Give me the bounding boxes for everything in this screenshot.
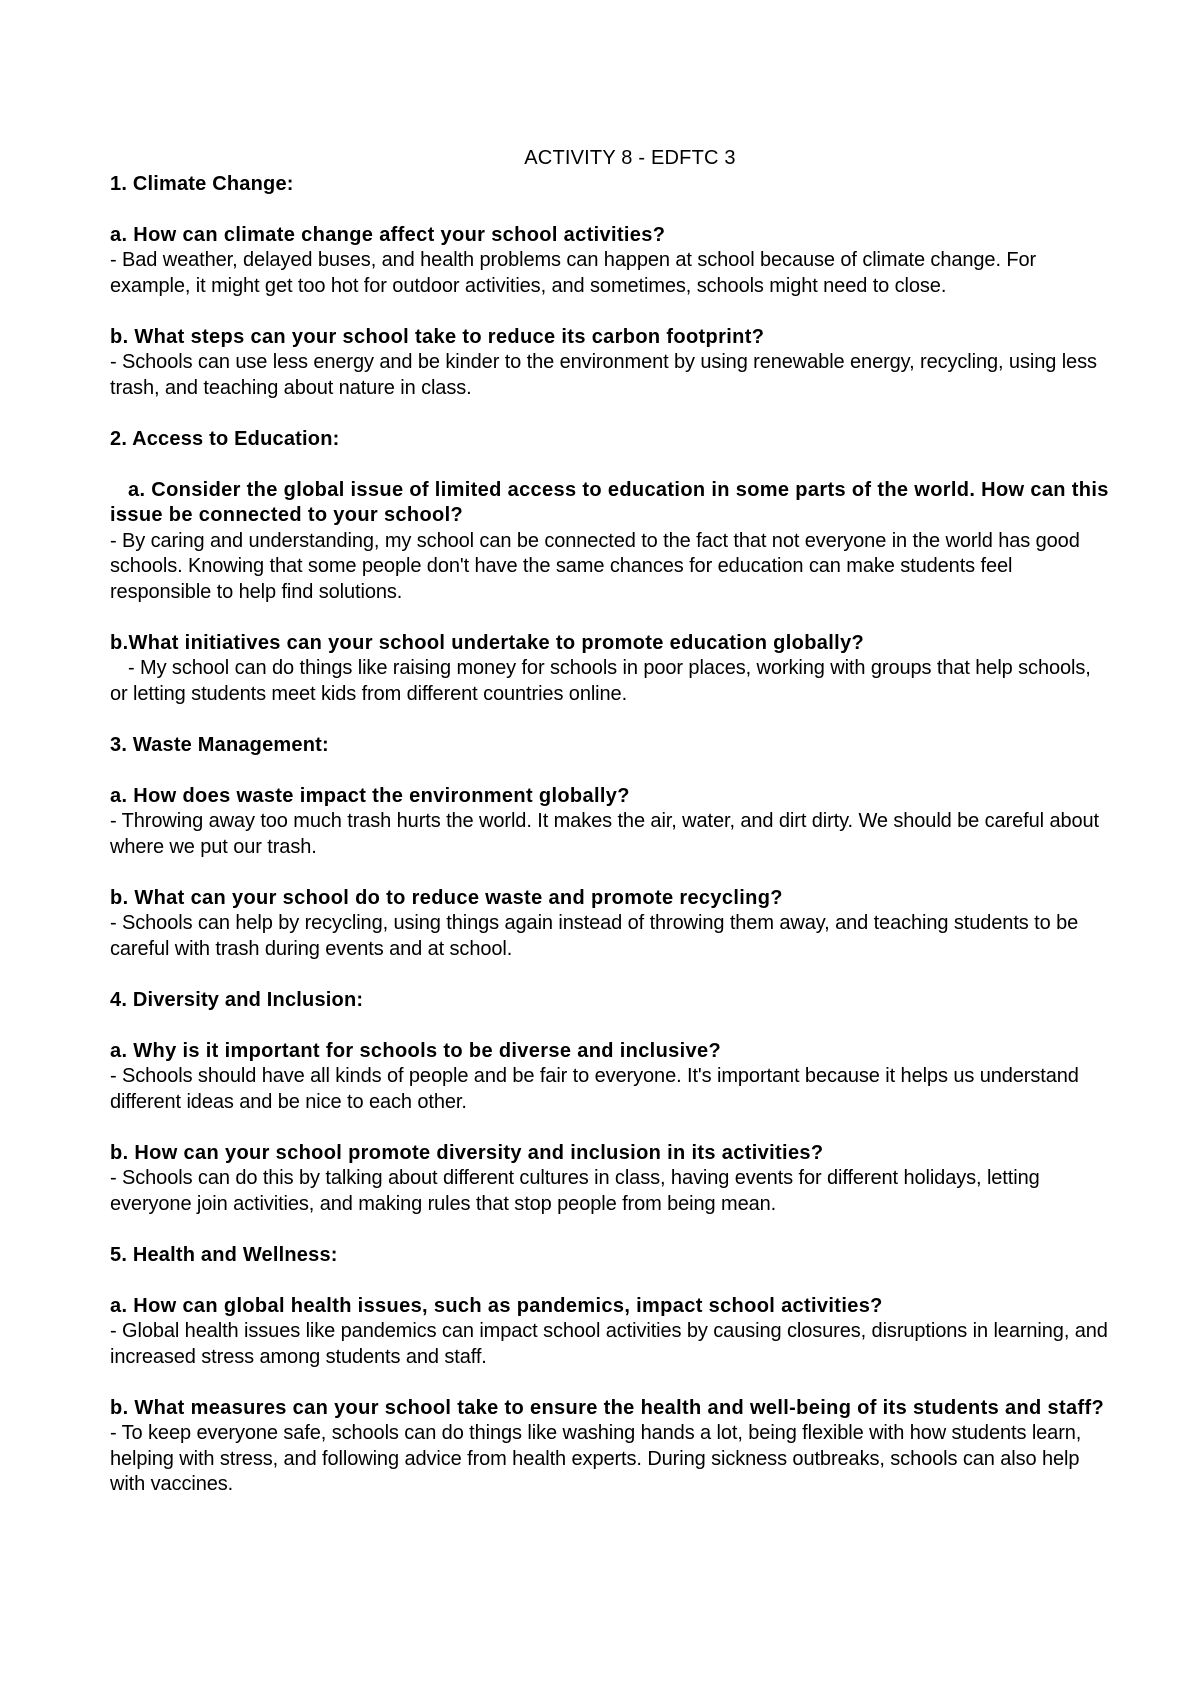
- spacer: [110, 605, 1110, 631]
- question-2b: b.What initiatives can your school undertake to promote education globally?: [110, 631, 865, 654]
- question-2a: a. Consider the global issue of limited access to education in some parts of the world. How can this issue be connected to your school?: [110, 478, 1109, 526]
- answer-1b: - Schools can use less energy and be kinder to the environment by using renewable energy, recycling, using less trash, and teaching about nature in class.: [110, 351, 1097, 399]
- question-3b: b. What can your school do to reduce waste and promote recycling?: [110, 886, 783, 909]
- answer-3b: - Schools can help by recycling, using things again instead of throwing them away, and teaching students to be careful with trash during events and at school.: [110, 912, 1079, 960]
- spacer: [110, 1268, 1110, 1294]
- spacer: [110, 860, 1110, 886]
- question-1a: a. How can climate change affect your school activities?: [110, 223, 666, 246]
- spacer: [110, 401, 1110, 427]
- answer-4b: - Schools can do this by talking about different cultures in class, having events for different holidays, letting everyone join activities, and making rules that stop people from being mean.: [110, 1167, 1040, 1215]
- answer-2b: - My school can do things like raising money for schools in poor places, working with groups that help schools, or letting students meet kids from different countries online.: [110, 657, 1091, 705]
- answer-5b: - To keep everyone safe, schools can do things like washing hands a lot, being flexible with how students learn, helping with stress, and following advice from health experts. During sickness outbreaks, schools can also help with vaccines.: [110, 1422, 1082, 1495]
- question-5a: a. How can global health issues, such as pandemics, impact school activities?: [110, 1294, 883, 1317]
- page-title: ACTIVITY 8 - EDFTC 3: [524, 147, 736, 169]
- answer-3a: - Throwing away too much trash hurts the world. It makes the air, water, and dirt dirty. We should be careful about where we put our trash.: [110, 810, 1099, 858]
- spacer: [110, 758, 1110, 784]
- answer-1a: - Bad weather, delayed buses, and health problems can happen at school because of climate change. For example, it might get too hot for outdoor activities, and sometimes, schools might need to close.: [110, 249, 1037, 297]
- spacer: [110, 197, 1110, 223]
- spacer: [110, 299, 1110, 325]
- question-4b: b. How can your school promote diversity and inclusion in its activities?: [110, 1141, 824, 1164]
- section-heading-climate-change: 1. Climate Change:: [110, 172, 294, 195]
- answer-2a: - By caring and understanding, my school can be connected to the fact that not everyone in the world has good schools. Knowing that some people don't have the same chances for education can make students feel responsible to help find solutions.: [110, 529, 1080, 603]
- spacer: [110, 452, 1110, 478]
- section-heading-diversity-and-inclusion: 4. Diversity and Inclusion:: [110, 988, 364, 1011]
- spacer: [110, 962, 1110, 988]
- document-body: [110, 146, 1110, 1498]
- spacer: [110, 1370, 1110, 1396]
- spacer: [110, 1013, 1110, 1039]
- question-5b: b. What measures can your school take to ensure the health and well-being of its students and staff?: [110, 1396, 1105, 1419]
- spacer: [110, 1217, 1110, 1243]
- answer-5a: - Global health issues like pandemics can impact school activities by causing closures, disruptions in learning, and increased stress among students and staff.: [110, 1320, 1108, 1368]
- question-4a: a. Why is it important for schools to be diverse and inclusive?: [110, 1039, 722, 1062]
- spacer: [110, 1115, 1110, 1141]
- question-1b: b. What steps can your school take to reduce its carbon footprint?: [110, 325, 765, 348]
- question-3a: a. How does waste impact the environment globally?: [110, 784, 630, 807]
- section-heading-access-to-education: 2. Access to Education:: [110, 427, 340, 450]
- section-heading-health-and-wellness: 5. Health and Wellness:: [110, 1243, 338, 1266]
- spacer: [110, 707, 1110, 733]
- section-heading-waste-management: 3. Waste Management:: [110, 733, 329, 756]
- answer-4a: - Schools should have all kinds of people and be fair to everyone. It's important because it helps us understand different ideas and be nice to each other.: [110, 1065, 1079, 1113]
